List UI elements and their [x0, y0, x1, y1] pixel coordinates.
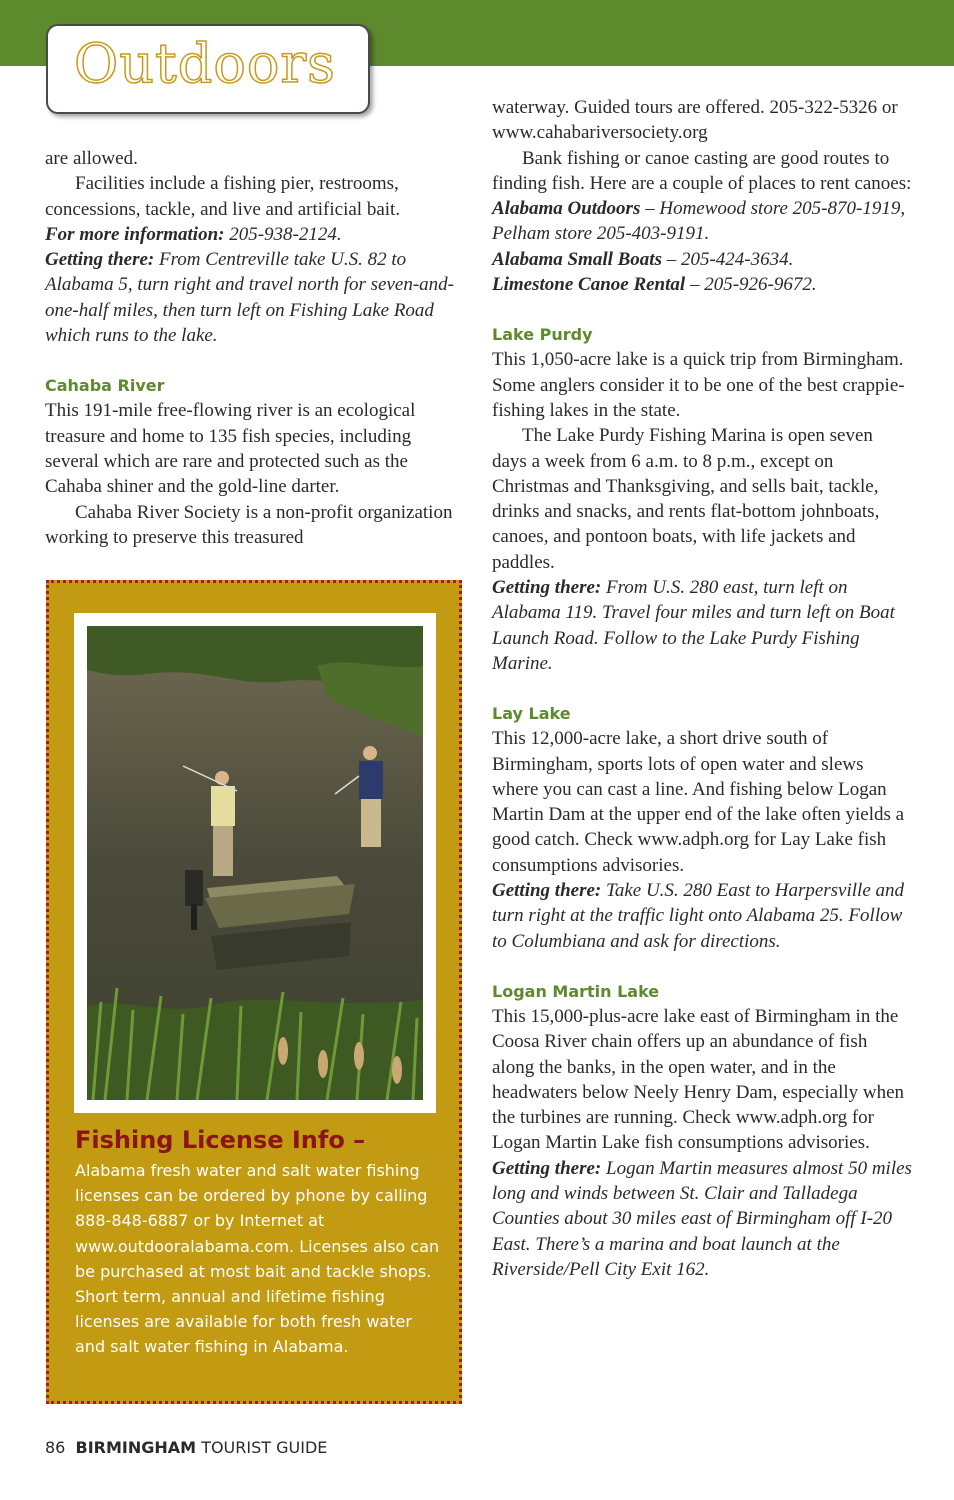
- rental-name: Alabama Outdoors: [492, 198, 641, 220]
- paragraph: This 1,050-acre lake is a quick trip from Birmingham. Some anglers consider it to be one of the best crappie-fishing lakes in the state.: [492, 349, 905, 421]
- paragraph: Bank fishing or canoe casting are good routes to finding fish. Here are a couple of places to rent canoes:: [492, 147, 912, 194]
- rental-detail: – Homewood store 205-870-1919, Pelham store 205-403-9191.: [492, 198, 906, 245]
- heading-lay-lake: Lay Lake: [492, 704, 571, 724]
- section-title-tab: [46, 24, 370, 114]
- rental-alabama-small-boats: [492, 247, 912, 272]
- heading-logan-martin-lake: Logan Martin Lake: [492, 981, 660, 1001]
- directions: [492, 1156, 912, 1282]
- directions: [492, 575, 912, 676]
- license-body: Alabama fresh water and salt water fishing licenses can be ordered by phone by calling 888-848-6887 or by Internet at www.outdooralabama.com. Licenses also can be purchased at most bait and tackle shops. Short term, annual and lifetime fishing licenses are available for both fresh water and salt water fishing in Alabama.: [75, 1161, 440, 1357]
- footer-brand: BIRMINGHAM: [75, 1438, 197, 1457]
- info-value: 205-938-2124.: [229, 223, 342, 245]
- rental-detail: – 205-926-9672.: [689, 274, 817, 296]
- photo-frame: [74, 613, 436, 1113]
- rental-detail: – 205-424-3634.: [666, 248, 794, 270]
- fishing-license-sidebar: [46, 580, 462, 1404]
- page-number: 86: [45, 1438, 66, 1457]
- heading-lake-purdy: Lake Purdy: [492, 325, 593, 345]
- directions-label: Getting there:: [45, 249, 155, 271]
- directions-label: Getting there:: [492, 1157, 602, 1179]
- paragraph: The Lake Purdy Fishing Marina is open seven days a week from 6 a.m. to 8 p.m., except on Christmas and Thanksgiving, and sells bait, tackle, drinks and snacks, and rents flat-bottom johnboats, canoes, and pontoon boats, with life jackets and paddles.: [492, 425, 880, 573]
- directions-text: From U.S. 280 east, turn left on Alabama 119. Travel four miles and turn left on Boat Launch Road. Follow to the Lake Purdy Fishing Marine.: [492, 577, 895, 674]
- footer-guide: TOURIST GUIDE: [201, 1438, 328, 1457]
- right-column: [492, 95, 912, 1282]
- directions-label: Getting there:: [492, 880, 602, 902]
- info-line: [45, 222, 463, 247]
- directions-text: Take U.S. 280 East to Harpersville and turn right at the traffic light onto Alabama 25. Follow to Columbiana and ask for directions.: [492, 880, 905, 952]
- left-column: [45, 146, 463, 550]
- rental-name: Alabama Small Boats: [492, 248, 662, 270]
- directions: [45, 247, 463, 348]
- paragraph: This 12,000-acre lake, a short drive south of Birmingham, sports lots of open water and slews where you can cast a line. And fishing below Logan Martin Dam at the upper end of the lake often yields a good catch. Check www.adph.org for Lay Lake fish consumptions advisories.: [492, 728, 905, 876]
- page-footer: [45, 1438, 327, 1457]
- paragraph: This 191-mile free-flowing river is an ecological treasure and home to 135 fish species, including several which are rare and protected such as the Cahaba shiner and the gold-line darter.: [45, 400, 416, 498]
- rental-limestone-canoe: [492, 272, 912, 297]
- paragraph: are allowed.: [45, 148, 138, 169]
- paragraph: This 15,000-plus-acre lake east of Birmingham in the Coosa River chain offers up an abundance of fish along the banks, in the open water, and in the headwaters below Neely Henry Dam, especially when the turbines are running. Check www.adph.org for Logan Martin Lake fish consumptions advisories.: [492, 1005, 905, 1154]
- heading-cahaba-river: Cahaba River: [45, 376, 165, 396]
- directions: [492, 878, 912, 954]
- paragraph: waterway. Guided tours are offered. 205-322-5326 or www.cahabariversociety.org: [492, 97, 898, 144]
- license-title: Fishing License Info –: [75, 1126, 366, 1154]
- paragraph: Cahaba River Society is a non-profit organization working to preserve this treasured: [45, 501, 453, 548]
- section-title: Outdoors: [74, 32, 336, 95]
- directions-text: From Centreville take U.S. 82 to Alabama 5, turn right and travel north for seven-and-one-half miles, then turn left on Fishing Lake Road which runs to the lake.: [45, 249, 454, 347]
- info-label: For more information:: [45, 223, 225, 245]
- directions-text: Logan Martin measures almost 50 miles long and winds between St. Clair and Talladega Counties about 30 miles east of Birmingham off I-20 East. There’s a marina and boat launch at the Riverside/Pell City Exit 162.: [492, 1157, 912, 1280]
- rental-name: Limestone Canoe Rental: [492, 274, 686, 296]
- paragraph: Facilities include a fishing pier, restrooms, concessions, tackle, and live and artificial bait.: [45, 173, 401, 220]
- directions-label: Getting there:: [492, 577, 602, 599]
- rental-alabama-outdoors: [492, 196, 912, 247]
- fishing-boat-photo: [87, 626, 423, 1100]
